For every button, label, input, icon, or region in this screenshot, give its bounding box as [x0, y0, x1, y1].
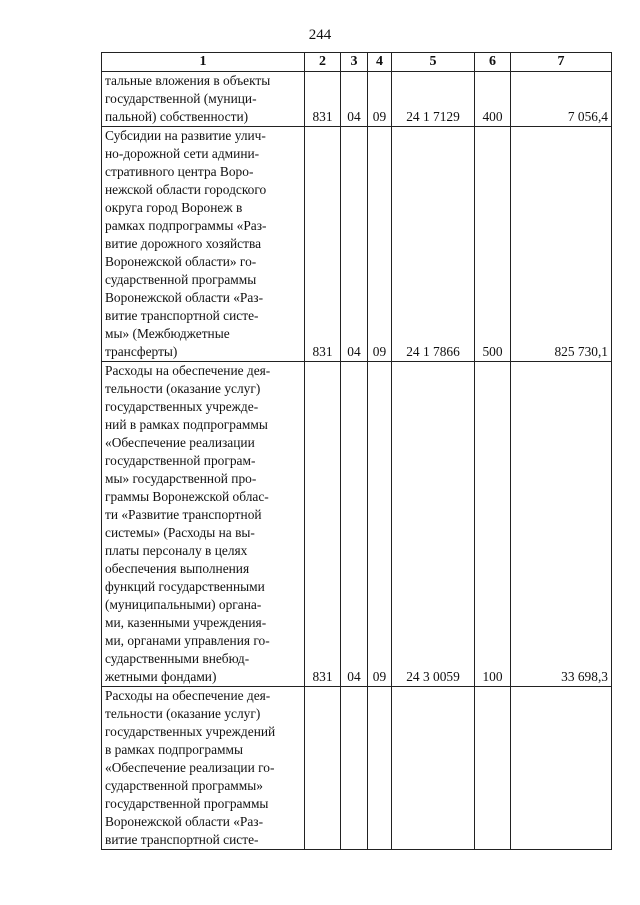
description-line: стративного центра Воро- [105, 164, 254, 179]
description-line: в рамках подпрограммы [105, 742, 243, 757]
description-line: сударственными внебюд- [105, 651, 250, 666]
description-line: нежской области городского [105, 182, 267, 197]
description-line: трансферты) [105, 344, 178, 359]
budget-table [101, 52, 612, 850]
row-target-article-code: 24 1 7866 [392, 127, 475, 362]
description-line: государственных учреждений [105, 724, 276, 739]
row-amount [511, 687, 612, 850]
row-description [102, 362, 305, 687]
row-amount: 7 056,4 [511, 72, 612, 127]
description-line: граммы Воронежской облас- [105, 489, 269, 504]
description-line: Расходы на обеспечение дея- [105, 688, 271, 703]
description-line: Воронежской области» го- [105, 254, 257, 269]
table-row [102, 127, 612, 362]
description-line: Воронежской области «Раз- [105, 290, 264, 305]
description-line: (муниципальными) органа- [105, 597, 262, 612]
row-expense-type-code [475, 687, 511, 850]
description-line: тельности (оказание услуг) [105, 381, 261, 396]
row-section-code: 04 [341, 362, 368, 687]
row-ministry-code: 831 [305, 127, 341, 362]
description-line: жетными фондами) [105, 669, 217, 684]
description-line: пальной) собственности) [105, 109, 249, 124]
description-line: рамках подпрограммы «Раз- [105, 218, 267, 233]
description-line: тельности (оказание услуг) [105, 706, 261, 721]
description-line: сударственной программы» [105, 778, 263, 793]
description-line: ми, органами управления го- [105, 633, 270, 648]
row-description [102, 687, 305, 850]
row-subsection-code: 09 [368, 362, 392, 687]
description-line: Расходы на обеспечение дея- [105, 363, 271, 378]
row-subsection-code: 09 [368, 72, 392, 127]
description-line: функций государственными [105, 579, 265, 594]
description-line: ти «Развитие транспортной [105, 507, 262, 522]
description-line: но-дорожной сети админи- [105, 146, 260, 161]
table-body [102, 72, 612, 850]
header-col-6: 6 [475, 53, 511, 72]
description-line: Субсидии на развитие улич- [105, 128, 266, 143]
description-line: государственных учрежде- [105, 399, 259, 414]
row-subsection-code [368, 687, 392, 850]
header-col-3: 3 [341, 53, 368, 72]
description-line: округа город Воронеж в [105, 200, 243, 215]
description-line: «Обеспечение реализации го- [105, 760, 275, 775]
description-line: «Обеспечение реализации [105, 435, 255, 450]
row-ministry-code: 831 [305, 72, 341, 127]
description-line: платы персоналу в целях [105, 543, 248, 558]
description-line: обеспечения выполнения [105, 561, 250, 576]
row-ministry-code: 831 [305, 362, 341, 687]
header-col-2: 2 [305, 53, 341, 72]
table-row [102, 362, 612, 687]
row-target-article-code: 24 1 7129 [392, 72, 475, 127]
header-col-4: 4 [368, 53, 392, 72]
row-expense-type-code: 100 [475, 362, 511, 687]
description-line: государственной программы [105, 796, 269, 811]
row-expense-type-code: 400 [475, 72, 511, 127]
description-line: мы» государственной про- [105, 471, 257, 486]
description-line: сударственной программы [105, 272, 257, 287]
row-amount: 33 698,3 [511, 362, 612, 687]
row-subsection-code: 09 [368, 127, 392, 362]
row-expense-type-code: 500 [475, 127, 511, 362]
description-line: Воронежской области «Раз- [105, 814, 264, 829]
row-description [102, 127, 305, 362]
description-line: государственной програм- [105, 453, 256, 468]
row-target-article-code [392, 687, 475, 850]
row-section-code [341, 687, 368, 850]
description-line: государственной (муници- [105, 91, 257, 106]
table-header-row [102, 53, 612, 72]
row-target-article-code: 24 3 0059 [392, 362, 475, 687]
row-amount: 825 730,1 [511, 127, 612, 362]
row-description [102, 72, 305, 127]
description-line: системы» (Расходы на вы- [105, 525, 255, 540]
description-line: мы» (Межбюджетные [105, 326, 230, 341]
row-ministry-code [305, 687, 341, 850]
table-row [102, 687, 612, 850]
description-line: ми, казенными учреждения- [105, 615, 267, 630]
row-section-code: 04 [341, 127, 368, 362]
table-row [102, 72, 612, 127]
header-col-1: 1 [102, 53, 305, 72]
page-number: 244 [308, 27, 332, 43]
header-col-7: 7 [511, 53, 612, 72]
description-line: витие транспортной систе- [105, 308, 259, 323]
description-line: витие транспортной систе- [105, 832, 259, 847]
row-section-code: 04 [341, 72, 368, 127]
header-col-5: 5 [392, 53, 475, 72]
description-line: тальные вложения в объекты [105, 73, 271, 88]
description-line: ний в рамках подпрограммы [105, 417, 268, 432]
description-line: витие дорожного хозяйства [105, 236, 262, 251]
